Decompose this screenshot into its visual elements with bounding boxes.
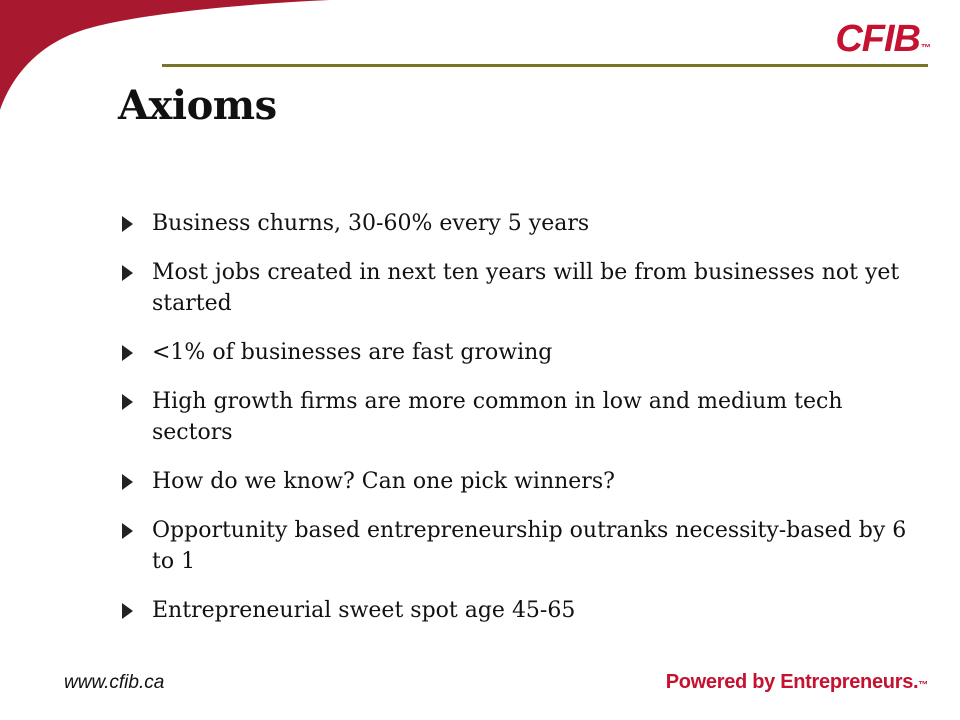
cfib-logo	[835, 18, 930, 61]
triangle-bullet-icon	[122, 394, 133, 410]
slide-title: Axioms	[118, 82, 277, 129]
bullet-text: Most jobs created in next ten years will be from businesses not yet started	[152, 260, 900, 316]
logo-mark: ™	[921, 43, 930, 54]
header-rule	[162, 64, 928, 67]
footer-tagline	[666, 671, 928, 694]
bullet-item	[120, 515, 910, 577]
bullet-item	[120, 257, 910, 319]
bullet-item	[120, 337, 910, 368]
bullet-text: Business churns, 30-60% every 5 years	[152, 211, 590, 236]
tagline-mark: ™	[918, 680, 928, 691]
bullet-item	[120, 466, 910, 497]
bullet-text: How do we know? Can one pick winners?	[152, 469, 615, 494]
bullet-item	[120, 386, 910, 448]
tagline-text: Powered by Entrepreneurs.	[665, 671, 919, 693]
triangle-bullet-icon	[122, 603, 133, 619]
bullet-item	[120, 595, 910, 626]
triangle-bullet-icon	[122, 345, 133, 361]
triangle-bullet-icon	[122, 523, 133, 539]
bullet-item	[120, 208, 910, 239]
bullet-list	[120, 208, 910, 644]
logo-text: CFIB	[835, 18, 920, 60]
triangle-bullet-icon	[122, 265, 133, 281]
triangle-bullet-icon	[122, 474, 133, 490]
bullet-text: Opportunity based entrepreneurship outranks necessity-based by 6 to 1	[152, 518, 907, 574]
bullet-text: Entrepreneurial sweet spot age 45-65	[152, 598, 576, 623]
bullet-text: <1% of businesses are fast growing	[152, 340, 553, 365]
bullet-text: High growth firms are more common in low and medium tech sectors	[152, 389, 843, 445]
footer-url: www.cfib.ca	[64, 672, 165, 693]
triangle-bullet-icon	[122, 216, 133, 232]
